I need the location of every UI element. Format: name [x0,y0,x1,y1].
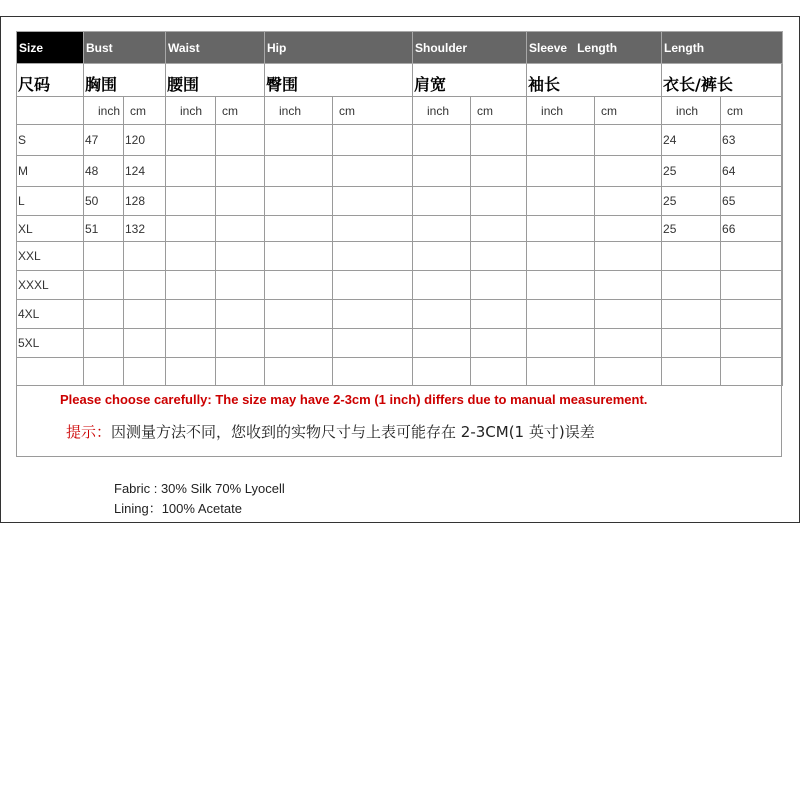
bust-inch-value: 48 [84,156,124,187]
hip-cm-value [333,329,413,358]
blank-cell [471,358,527,386]
notice-chinese-prefix: 提示： [66,423,112,441]
shoulder-inch-value [413,156,471,187]
size-label: XL [17,216,84,242]
unit-shoulder-inch: inch [413,97,471,125]
shoulder-cm-value [471,271,527,300]
size-label: M [17,156,84,187]
unit-waist-cm: cm [216,97,265,125]
unit-length-inch: inch [662,97,721,125]
length-cm-value [721,271,783,300]
length-cm-value [721,242,783,271]
hip-inch-value [265,187,333,216]
unit-cell-blank [17,97,84,125]
sleeve-inch-value [527,187,595,216]
sleeve-cm-value [595,216,662,242]
hip-inch-value [265,271,333,300]
hip-cm-value [333,125,413,156]
unit-bust-cm: cm [124,97,166,125]
notice-english: Please choose carefully: The size may have 2-3cm (1 inch) differs due to manual measurement. [60,392,648,407]
blank-row [17,358,783,386]
bust-inch-value: 51 [84,216,124,242]
notice-chinese [66,423,595,441]
waist-inch-value [166,300,216,329]
size-label: 4XL [17,300,84,329]
waist-cm-value [216,329,265,358]
waist-inch-value [166,329,216,358]
blank-cell [662,358,721,386]
header-waist: Waist [166,32,265,64]
hip-inch-value [265,216,333,242]
bust-cm-value: 124 [124,156,166,187]
label-length-cn: 衣长/裤长 [662,64,783,97]
sleeve-inch-value [527,156,595,187]
sleeve-cm-value [595,329,662,358]
length-inch-value [662,300,721,329]
length-inch-value: 25 [662,156,721,187]
shoulder-inch-value [413,187,471,216]
waist-cm-value [216,300,265,329]
size-label: L [17,187,84,216]
label-bust-cn: 胸围 [84,64,166,97]
sleeve-inch-value [527,216,595,242]
waist-cm-value [216,271,265,300]
header-length: Length [662,32,783,64]
hip-cm-value [333,156,413,187]
units-row [17,97,783,125]
size-row-5xl [17,329,783,358]
hip-cm-value [333,300,413,329]
sleeve-inch-value [527,271,595,300]
waist-inch-value [166,242,216,271]
hip-inch-value [265,125,333,156]
shoulder-inch-value [413,216,471,242]
shoulder-cm-value [471,242,527,271]
size-row-xxl [17,242,783,271]
size-row-xxxl [17,271,783,300]
blank-cell [527,358,595,386]
bust-inch-value: 47 [84,125,124,156]
size-label: XXL [17,242,84,271]
sleeve-cm-value [595,156,662,187]
length-inch-value: 24 [662,125,721,156]
hip-inch-value [265,329,333,358]
blank-cell [84,358,124,386]
length-inch-value: 25 [662,216,721,242]
notice-chinese-text: 因测量方法不同，您收到的实物尺寸与上表可能存在 2-3CM(1 英寸)误差 [111,423,595,441]
sleeve-cm-value [595,242,662,271]
lining-composition: Lining：100% Acetate [114,501,242,516]
hip-inch-value [265,156,333,187]
bust-cm-value [124,300,166,329]
length-cm-value: 63 [721,125,783,156]
bust-cm-value: 132 [124,216,166,242]
blank-cell [17,358,84,386]
header-size: Size [17,32,84,64]
label-size-cn: 尺码 [17,64,84,97]
hip-cm-value [333,216,413,242]
shoulder-cm-value [471,187,527,216]
waist-inch-value [166,125,216,156]
sleeve-cm-value [595,125,662,156]
length-inch-value [662,242,721,271]
sleeve-cm-value [595,271,662,300]
blank-cell [413,358,471,386]
size-label: S [17,125,84,156]
bust-inch-value [84,271,124,300]
unit-bust-inch: inch [84,97,124,125]
sleeve-inch-value [527,300,595,329]
length-cm-value [721,329,783,358]
blank-cell [124,358,166,386]
hip-inch-value [265,242,333,271]
waist-inch-value [166,216,216,242]
shoulder-inch-value [413,300,471,329]
fabric-composition: Fabric : 30% Silk 70% Lyocell [114,481,285,496]
bust-cm-value: 128 [124,187,166,216]
unit-shoulder-cm: cm [471,97,527,125]
bust-inch-value [84,329,124,358]
shoulder-inch-value [413,242,471,271]
size-row-m [17,156,783,187]
size-row-4xl [17,300,783,329]
bust-inch-value [84,300,124,329]
unit-hip-inch: inch [265,97,333,125]
unit-waist-inch: inch [166,97,216,125]
label-shoulder-cn: 肩宽 [413,64,527,97]
header-shoulder: Shoulder [413,32,527,64]
waist-cm-value [216,187,265,216]
blank-cell [595,358,662,386]
waist-inch-value [166,187,216,216]
bust-cm-value [124,242,166,271]
shoulder-cm-value [471,125,527,156]
blank-cell [216,358,265,386]
hip-inch-value [265,300,333,329]
shoulder-cm-value [471,329,527,358]
length-inch-value [662,329,721,358]
blank-cell [333,358,413,386]
hip-cm-value [333,242,413,271]
hip-cm-value [333,271,413,300]
sleeve-cm-value [595,187,662,216]
waist-cm-value [216,242,265,271]
blank-cell [265,358,333,386]
waist-cm-value [216,125,265,156]
blank-cell [721,358,783,386]
header-hip: Hip [265,32,413,64]
bust-inch-value: 50 [84,187,124,216]
size-table [16,31,783,386]
shoulder-cm-value [471,300,527,329]
hip-cm-value [333,187,413,216]
size-row-xl [17,216,783,242]
unit-sleeve-cm: cm [595,97,662,125]
unit-sleeve-inch: inch [527,97,595,125]
sleeve-cm-value [595,300,662,329]
length-cm-value: 66 [721,216,783,242]
sleeve-inch-value [527,242,595,271]
shoulder-inch-value [413,125,471,156]
blank-cell [166,358,216,386]
unit-hip-cm: cm [333,97,413,125]
size-row-s [17,125,783,156]
waist-cm-value [216,216,265,242]
label-waist-cn: 腰围 [166,64,265,97]
label-hip-cn: 臀围 [265,64,413,97]
header-bust: Bust [84,32,166,64]
waist-inch-value [166,271,216,300]
header-row-chinese [17,64,783,97]
size-row-l [17,187,783,216]
label-sleeve-cn: 袖长 [527,64,662,97]
length-cm-value: 64 [721,156,783,187]
shoulder-inch-value [413,271,471,300]
size-chart-box [16,31,782,457]
bust-cm-value: 120 [124,125,166,156]
bust-cm-value [124,271,166,300]
size-label: 5XL [17,329,84,358]
shoulder-inch-value [413,329,471,358]
sleeve-inch-value [527,125,595,156]
sleeve-inch-value [527,329,595,358]
length-cm-value: 65 [721,187,783,216]
shoulder-cm-value [471,156,527,187]
length-cm-value [721,300,783,329]
waist-cm-value [216,156,265,187]
unit-length-cm: cm [721,97,783,125]
waist-inch-value [166,156,216,187]
size-label: XXXL [17,271,84,300]
shoulder-cm-value [471,216,527,242]
bust-inch-value [84,242,124,271]
length-inch-value: 25 [662,187,721,216]
header-row-english [17,32,783,64]
bust-cm-value [124,329,166,358]
length-inch-value [662,271,721,300]
header-sleeve-length: Sleeve Length [527,32,662,64]
